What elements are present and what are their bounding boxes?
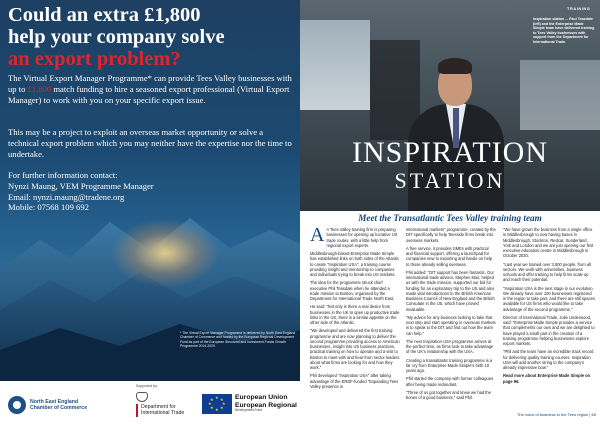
page-number: 65	[591, 412, 596, 417]
article-paragraph: Phil added: "DIT support has been fantastic. Our international trade advisor, Stephen Muir, helped us with the trade mission, supported our bid for funding for an exploratory trip to the US and also made vital introductions to the British American Business Council of New England and the British Consulate in the US, which have proved invaluable.	[406, 269, 495, 312]
article-paragraph: Phil developed "Inspiration USA" after taking advantage of the ERDF-funded "Expanding Tees Valley presence in	[310, 373, 399, 389]
ad-headline	[8, 4, 298, 70]
article-paragraph: "Phil and the team have an incredible track record for delivering quality training courses. Inspiration USA will add another string to the company's already impressive bow."	[503, 349, 594, 370]
man-hair	[438, 58, 472, 74]
article-paragraph: "Inspiration USA is the next stage in our evolution. We already have over 100 businesses registered in the region to take part, and there are still spaces available for US firms who would like to take advantage of the second programme."	[503, 285, 595, 312]
chamber-name-line1: North East England	[30, 398, 79, 405]
article-paragraph: Creating a transatlantic training programme is a far cry from Enterprise Made Simple's birth 10 years ago.	[406, 357, 493, 373]
export-manager-advert	[0, 0, 300, 381]
eu-subtitle: Development Fund	[235, 408, 262, 412]
page-footer: The voice of business in the Tees region | 65	[516, 412, 596, 417]
article-paragraph: A A Tees Valley training firm is preparing businesses for opening up lucrative US trade routes, with a little help from regional export experts.	[310, 224, 398, 248]
article-column-1	[310, 224, 400, 392]
office-window-left	[300, 20, 370, 110]
ad-footnote: * The Virtual Export Manager Programme is delivered by North East England Chamber of Commerce and funded by the European Regional Development Fund as part of the European Structural and Investment Funds Growth Programme 2014-2020.	[180, 331, 296, 349]
article-paragraph: The idea for the programme struck chief executive Phil Teasdale when he attended a trade mission to Boston, organised by the Department for International Trade North East.	[310, 280, 395, 301]
north-east-chamber-logo	[8, 394, 104, 416]
chamber-name-line2: Chamber of Commerce	[30, 405, 88, 411]
ad-para1-text-end: match funding to hire a seasoned export professional (Virtual Export Manager) to work with you on your specific export issue.	[8, 83, 290, 105]
article-paragraph: The next Inspiration USA programme arrives at the perfect time, as firms look to take advantage of the UK's relationship with the USA.	[406, 338, 494, 355]
ad-paragraph-1	[8, 73, 292, 105]
article-paragraph: Phil started the company with former colleagues after being made redundant.	[406, 376, 494, 387]
article-paragraph: He said: "Not only is there a real desire from businesses in the UK to open up productive trade links in the US, there is a similar appetite on the other side of the Atlantic.	[310, 304, 400, 325]
section-tag: TRAINING	[567, 6, 591, 11]
ad-para1-text: The Virtual Export Manager Programme* can provide Tees Valley businesses with up to	[8, 73, 292, 94]
contact-mobile: Mobile: 07568 109 692	[8, 202, 89, 213]
royal-crest-icon	[136, 392, 148, 402]
contact-email[interactable]: Email: nynzi.maung@tradene.org	[8, 191, 125, 202]
right-page	[300, 0, 600, 424]
eu-flag-icon: ★ ★ ★ ★ ★ ★ ★ ★	[202, 394, 232, 414]
dit-name-line2: International Trade	[141, 410, 185, 417]
office-window-right	[520, 60, 600, 130]
article-heading: Meet the Transatlantic Tees Valley training team	[358, 213, 542, 223]
article-paragraph: "Last year we trained over 3,500 people, from all sectors. We work with universities, business schools and offer training to help firms scale up and reach their potential.	[503, 261, 591, 283]
drop-cap: A	[310, 224, 325, 246]
footer-tagline: The voice of business in the Tees region	[516, 412, 589, 417]
sunrise-glow	[110, 218, 220, 288]
contact-heading: For further information contact:	[8, 170, 118, 180]
article-paragraph: Director of International Trade, Julie Underwood, said: "Enterprise Made Simple provides a service that complements our own and we are delighted to have played a small part in the creation of a training programme helping businesses explore export markets.	[503, 314, 595, 346]
european-union-logo	[202, 392, 298, 418]
dit-red-bar	[136, 404, 138, 417]
department-international-trade-logo	[136, 392, 194, 418]
article-column-3	[503, 227, 595, 387]
article-paragraph: Middlesbrough-based Enterprise Made Simple has established links on both sides of the Atlantic to create "Inspiration USA", a training course providing insight and mentorship to companies and individuals trying to break into US markets.	[310, 251, 399, 277]
eu-title-line2: European Regional	[235, 401, 297, 409]
feature-title: INSPIRATION	[351, 136, 548, 169]
eu-title-line1: European Union	[235, 394, 288, 401]
read-more-link[interactable]: Read more about Enterprise Made Simple on page 96.	[503, 373, 591, 384]
ad-contact-block	[8, 170, 292, 213]
ad-headline-line3: an export problem?	[8, 48, 181, 70]
feature-subtitle: STATION	[394, 168, 506, 193]
supported-by-label: Supported by:	[136, 384, 158, 388]
dit-name-line1: Department for	[141, 404, 176, 410]
article-paragraph: "Three of us got together and knew we had the bones of a good business," said Phil.	[406, 389, 491, 400]
ad-paragraph-2: This may be a project to exploit an overseas market opportunity or solve a technical export problem which you may neither have the expertise nor the time to undertake.	[8, 127, 292, 159]
ad-para1-highlight: £1,800	[27, 83, 52, 94]
article-column-2	[406, 227, 496, 403]
chamber-mark-icon	[8, 396, 26, 414]
article-paragraph: international markets" programme, created by the DIT specifically to help Teesside firms break into overseas markets.	[406, 227, 496, 243]
article-paragraph: "My advice for any business looking to take that next step and start operating in overseas markets is to speak to the DIT and find out how the team can help."	[406, 314, 496, 336]
feature-photo	[300, 0, 600, 211]
article-paragraph: "We have grown the business from a single office in Middlesbrough to now having bases in Middlesbrough, Stockton, Redcar, Sunderland, York and London and we are just opening our first executive education centre in Middlesbrough in October 2020.	[503, 227, 594, 259]
article-paragraph: A free service, it provides SMEs with practical and financial support, offering a launchpad for companies new to exporting and hands-on help to those already selling overseas.	[406, 245, 493, 267]
ad-headline-line2: help your company solve	[8, 26, 225, 48]
contact-name: Nynzi Maung, VEM Programme Manager	[8, 180, 154, 191]
ad-headline-line1: Could an extra £1,800	[8, 4, 201, 26]
article-paragraph: "We developed and delivered the first training programme and are now planning to deliver the second programme providing access to American businesses, insight into US business practices, practical training on how to operate and a visit to Boston to meet with and hear from sector leaders about what firms are looking for and how they work."	[310, 328, 400, 370]
photo-caption: Inspiration station ... Paul Teasdale (left) and the Enterprise Made Simple team have delivered training to Tees Valley businesses with support from the Department for International Trade.	[533, 17, 595, 44]
